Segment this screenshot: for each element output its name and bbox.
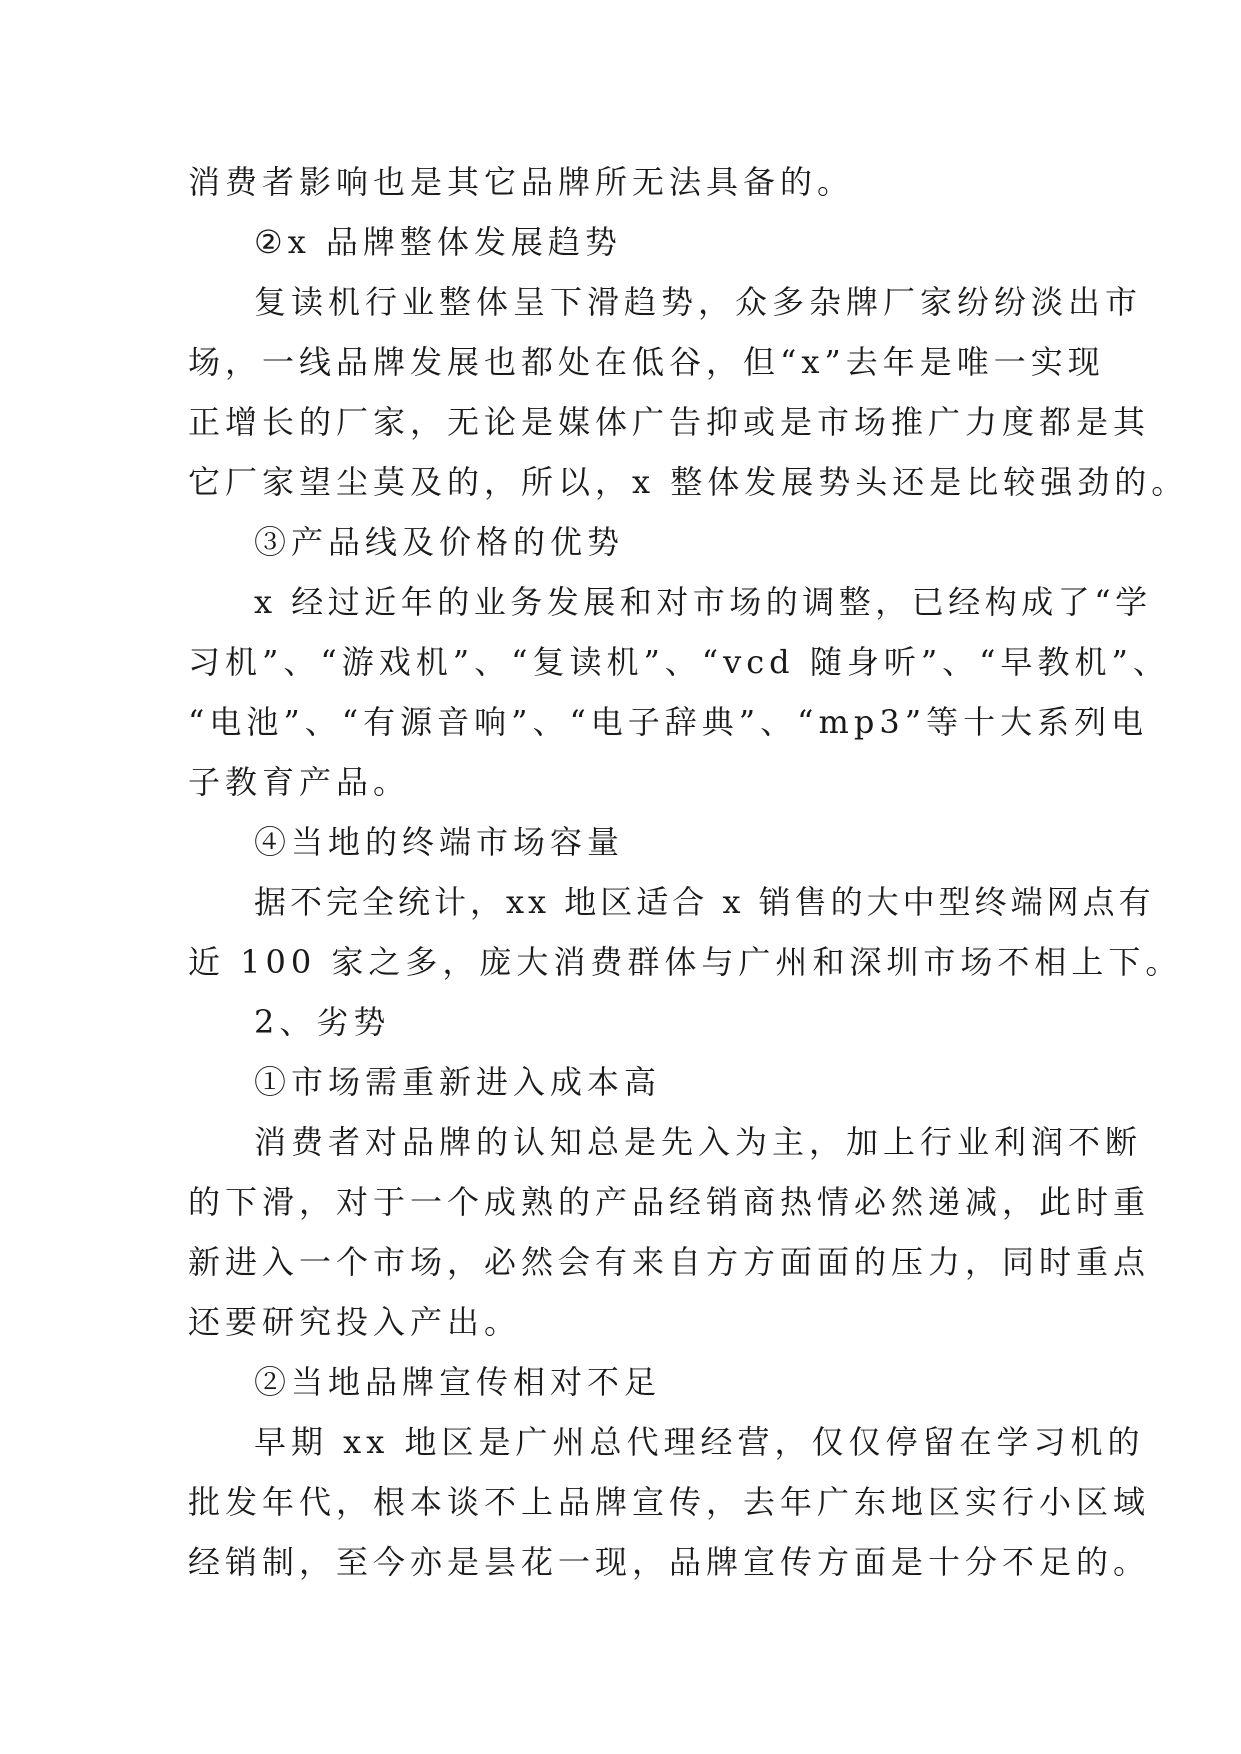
text-line: 还要研究投入产出。: [188, 1303, 522, 1341]
text-line: “电池”、“有源音响”、“电子辞典”、“mp3”等十大系列电: [188, 703, 1149, 741]
text-line: 经销制，至今亦是昙花一现，品牌宣传方面是十分不足的。: [188, 1543, 1151, 1581]
text-line: ④当地的终端市场容量: [254, 823, 625, 861]
text-line: ②当地品牌宣传相对不足: [254, 1363, 662, 1401]
text-line: 它厂家望尘莫及的，所以，x 整体发展势头还是比较强劲的。: [188, 463, 1189, 501]
text-line: 2、劣势: [254, 1003, 391, 1041]
text-line: 子教育产品。: [188, 763, 411, 801]
text-line: 场，一线品牌发展也都处在低谷，但“x”去年是唯一实现: [188, 343, 1105, 381]
document-body: [188, 152, 1189, 1592]
text-line: 早期 xx 地区是广州总代理经营，仅仅停留在学习机的: [254, 1423, 1145, 1461]
text-line: ②x 品牌整体发展趋势: [254, 223, 622, 261]
text-line: 据不完全统计，xx 地区适合 x 销售的大中型终端网点有: [254, 883, 1155, 921]
text-line: 习机”、“游戏机”、“复读机”、“vcd 随身听”、“早教机”、: [188, 643, 1170, 681]
text-line: 近 100 家之多，庞大消费群体与广州和深圳市场不相上下。: [188, 943, 1183, 981]
text-line: 正增长的厂家，无论是媒体广告抑或是市场推广力度都是其: [188, 403, 1151, 441]
text-line: ①市场需重新进入成本高: [254, 1063, 662, 1101]
text-line: 的下滑，对于一个成熟的产品经销商热情必然递减，此时重: [188, 1183, 1151, 1221]
text-line: 新进入一个市场，必然会有来自方方面面的压力，同时重点: [188, 1243, 1151, 1281]
text-line: 消费者对品牌的认知总是先入为主，加上行业利润不断: [254, 1123, 1143, 1161]
text-line: 批发年代，根本谈不上品牌宣传，去年广东地区实行小区域: [188, 1483, 1151, 1521]
text-line: x 经过近年的业务发展和对市场的调整，已经构成了“学: [254, 583, 1152, 621]
text-line: ③产品线及价格的优势: [254, 523, 625, 561]
text-line: 消费者影响也是其它品牌所无法具备的。: [188, 163, 855, 201]
text-line: 复读机行业整体呈下滑趋势，众多杂牌厂家纷纷淡出市: [254, 283, 1143, 321]
